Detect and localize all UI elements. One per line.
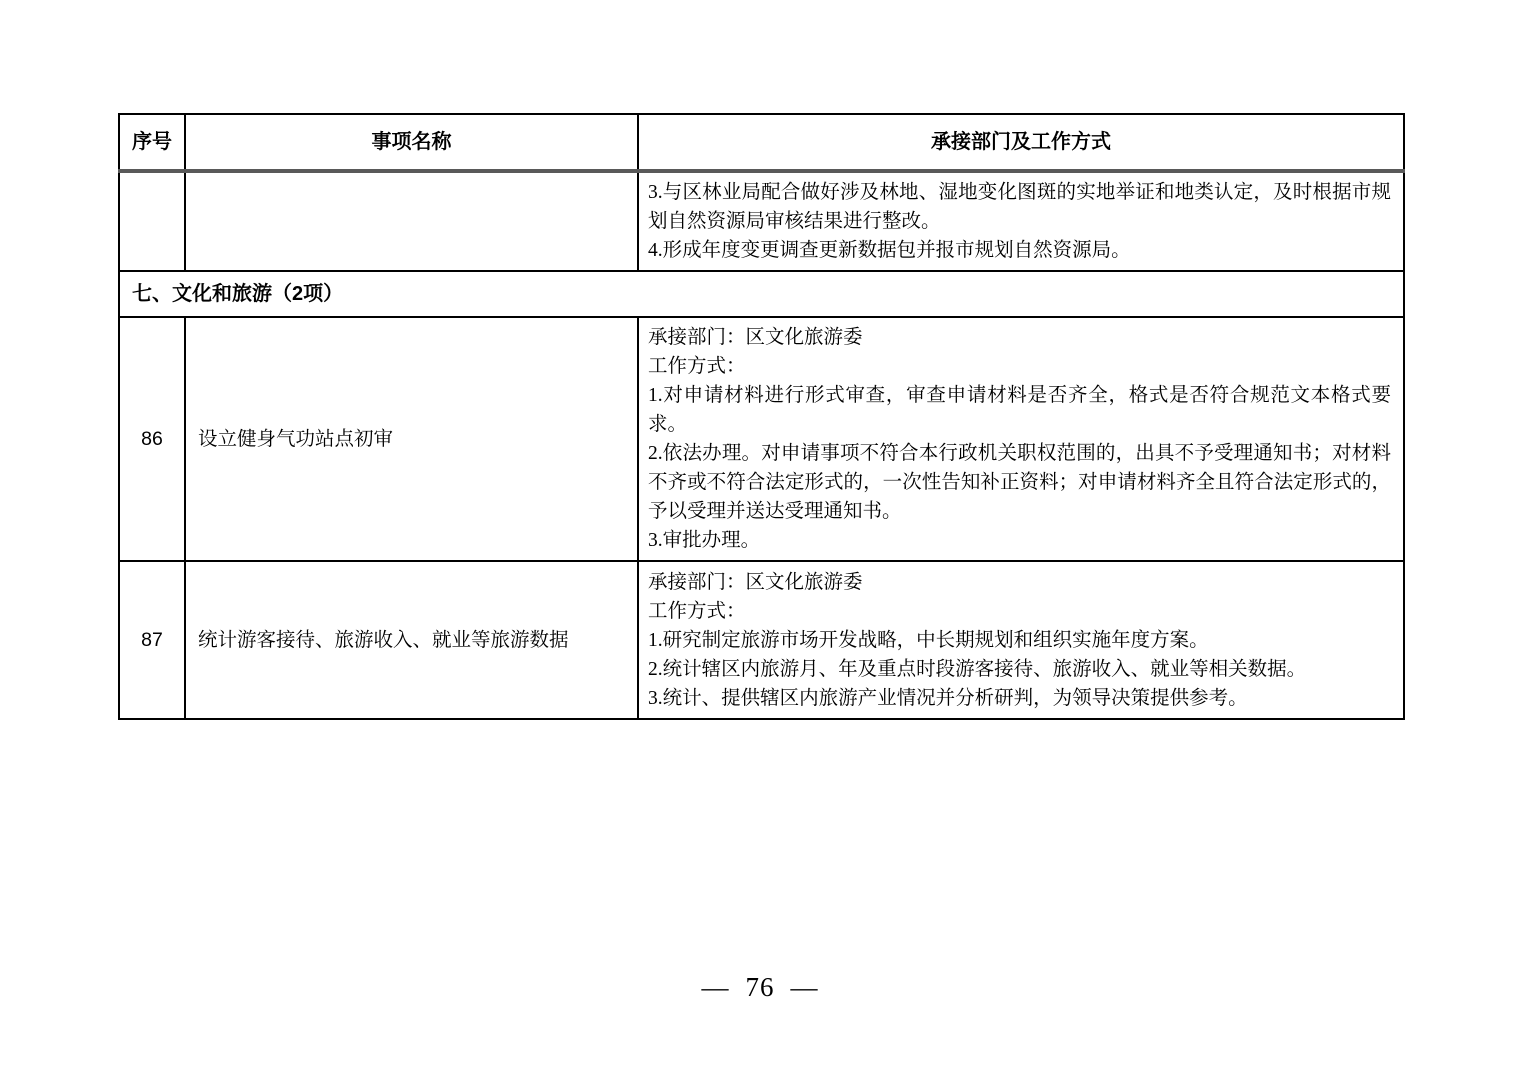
table-row [119,317,1404,561]
detail-line: 1.研究制定旅游市场开发战略，中长期规划和组织实施年度方案。 [648,629,1209,651]
page-number: 76 [745,972,775,1002]
item-name-cell: 统计游客接待、旅游收入、就业等旅游数据 [185,561,638,719]
details-cell [638,317,1404,561]
seq-cell-empty [119,171,185,271]
detail-line: 3.审批办理。 [648,530,761,551]
detail-line: 3.统计、提供辖区内旅游产业情况并分析研判，为领导决策提供参考。 [648,687,1248,709]
seq-cell: 86 [119,317,185,561]
detail-line: 1.对申请材料进行形式审查，审查申请材料是否齐全，格式是否符合规范文本格式要求。 [648,385,1391,435]
detail-line: 3.与区林业局配合做好涉及林地、湿地变化图斑的实地举证和地类认定，及时根据市规划自然资源局审核结果进行整改。 [648,182,1391,232]
detail-line: 工作方式： [648,600,746,622]
detail-line: 4.形成年度变更调查更新数据包并报市规划自然资源局。 [648,240,1131,261]
header-department: 承接部门及工作方式 [638,114,1404,171]
detail-line: 承接部门：区文化旅游委 [648,571,863,593]
table-row [119,561,1404,719]
section-header-row [119,271,1404,317]
footer-right-dash: — [790,972,819,1002]
name-cell-empty [185,171,638,271]
table-header-row [119,114,1404,171]
details-cell [638,171,1404,271]
detail-line: 工作方式： [648,356,746,377]
table-row-continuation [119,171,1404,271]
items-table [118,113,1405,720]
footer-left-dash: — [701,972,730,1002]
section-header-title: 七、文化和旅游（2项） [119,271,1404,317]
details-cell [638,561,1404,719]
detail-line: 承接部门：区文化旅游委 [648,327,863,348]
item-name-cell: 设立健身气功站点初审 [185,317,638,561]
header-item-name: 事项名称 [185,114,638,171]
header-seq: 序号 [119,114,185,171]
page-footer [0,972,1520,1003]
detail-line: 2.依法办理。对申请事项不符合本行政机关职权范围的，出具不予受理通知书；对材料不齐或不符合法定形式的，一次性告知补正资料；对申请材料齐全且符合法定形式的，予以受理并送达受理通知书。 [648,443,1391,522]
seq-cell: 87 [119,561,185,719]
detail-line: 2.统计辖区内旅游月、年及重点时段游客接待、旅游收入、就业等相关数据。 [648,658,1307,680]
